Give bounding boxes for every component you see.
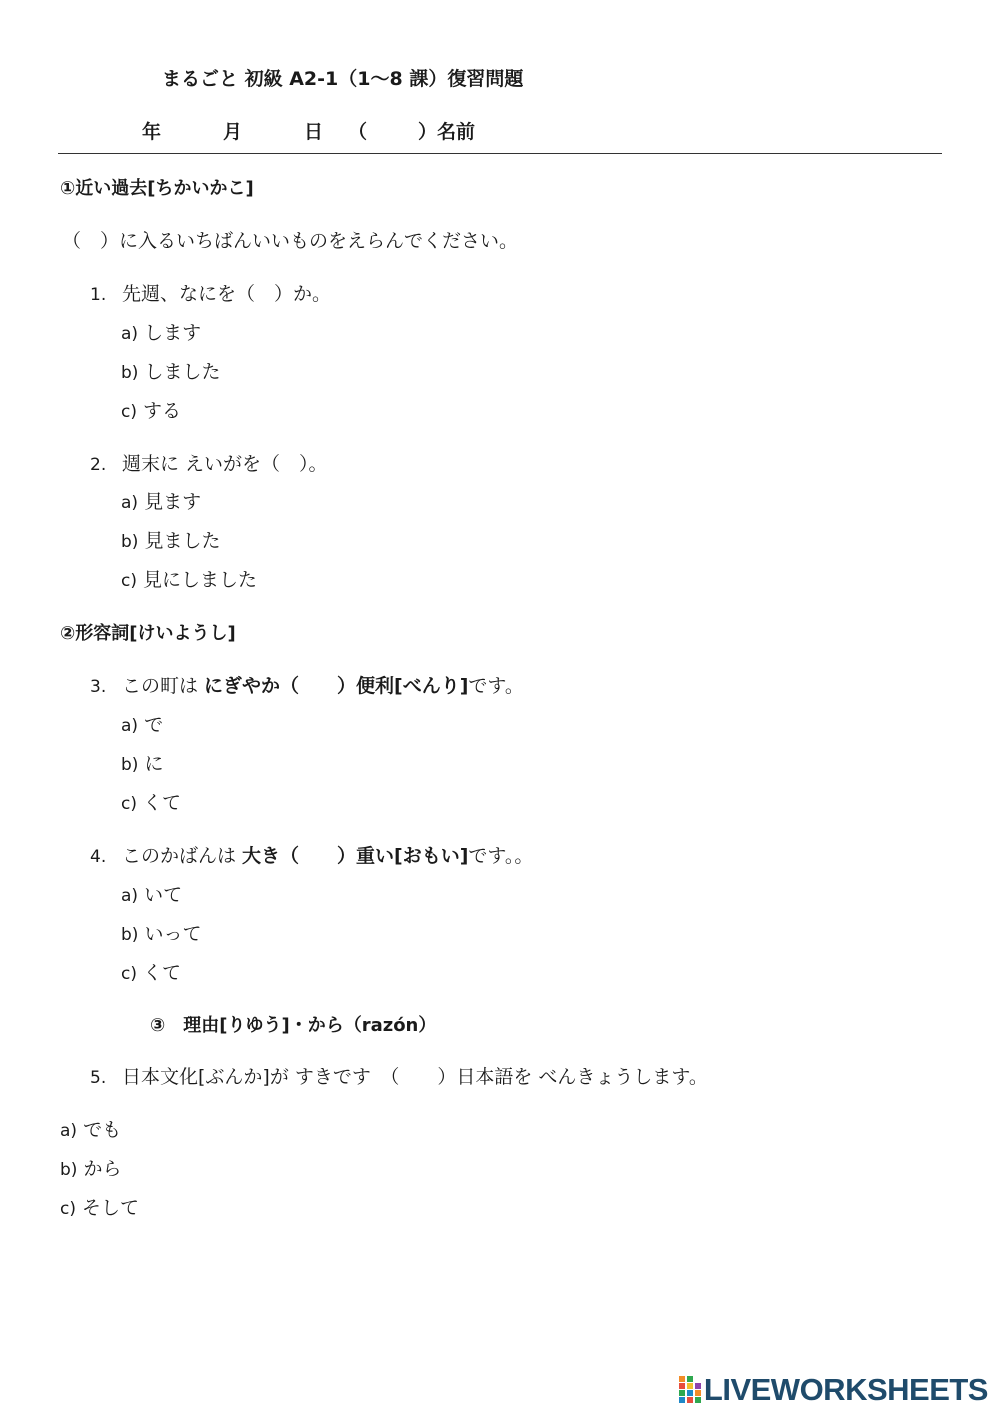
option-text: 見ます — [138, 491, 202, 513]
option-text: に — [138, 753, 164, 775]
option-text: 見にしました — [136, 569, 258, 591]
option-text: で — [138, 714, 164, 736]
answer-option[interactable] — [121, 526, 220, 553]
option-letter: c) — [121, 571, 137, 591]
option-text: から — [77, 1158, 122, 1180]
answer-option[interactable] — [121, 749, 163, 776]
answer-option[interactable] — [60, 1193, 139, 1220]
question-text: この町は — [122, 675, 205, 697]
question-bold-text: にぎやか（ ）便利[べんり] — [204, 675, 469, 697]
question-number: 4. — [90, 847, 107, 867]
answer-option[interactable] — [60, 1154, 121, 1181]
logo-wordmark: LIVEWORKSHEETS — [703, 1372, 988, 1407]
option-letter: a) — [121, 716, 139, 736]
month-label: 月 — [223, 121, 243, 143]
question-2 — [90, 449, 328, 476]
answer-option[interactable] — [121, 565, 257, 592]
question-text: 週末に えいがを（ ）。 — [122, 453, 328, 475]
option-letter: b) — [121, 363, 139, 383]
day-label: 日 — [304, 121, 324, 143]
liveworksheets-logo-icon — [679, 1376, 701, 1404]
question-bold-text: 大き（ ）重い[おもい] — [242, 845, 469, 867]
answer-option[interactable] — [121, 919, 201, 946]
question-text-end: です。。 — [468, 845, 534, 867]
option-letter: b) — [121, 755, 139, 775]
option-letter: a) — [121, 493, 139, 513]
question-1 — [90, 279, 331, 306]
option-text: くて — [136, 962, 182, 984]
option-letter: c) — [121, 794, 137, 814]
answer-option[interactable] — [121, 880, 182, 907]
question-text-end: です。 — [468, 675, 524, 697]
option-text: でも — [77, 1119, 122, 1141]
answer-option[interactable] — [121, 958, 181, 985]
answer-option[interactable] — [121, 788, 181, 815]
option-text: くて — [136, 792, 182, 814]
name-paren-open: （ — [348, 121, 368, 143]
question-number: 5. — [90, 1068, 107, 1088]
question-5 — [90, 1062, 708, 1089]
question-number: 2. — [90, 455, 107, 475]
question-3 — [90, 671, 524, 698]
option-text: いって — [138, 923, 202, 945]
question-text: このかばんは — [122, 845, 243, 867]
answer-option[interactable] — [121, 357, 220, 384]
year-label: 年 — [142, 121, 162, 143]
section-heading: ③ 理由[りゆう]・から（razón） — [150, 1015, 437, 1036]
answer-option[interactable] — [121, 318, 201, 345]
worksheet-title: まるごと 初級 A2-1（1〜8 課）復習問題 — [162, 68, 524, 90]
name-label: ）名前 — [418, 121, 476, 143]
option-text: しました — [138, 361, 221, 383]
option-text: する — [136, 400, 182, 422]
option-letter: b) — [121, 532, 139, 552]
section-heading: ②形容詞[けいようし] — [60, 623, 236, 644]
instruction-text: （ ）に入るいちばんいいものをえらんでください。 — [62, 230, 519, 252]
question-4 — [90, 841, 533, 868]
option-text: そして — [75, 1197, 140, 1219]
option-text: 見ました — [138, 530, 221, 552]
option-letter: b) — [60, 1160, 78, 1180]
question-text: 先週、なにを（ ）か。 — [122, 283, 332, 305]
option-letter: c) — [121, 964, 137, 984]
liveworksheets-logo[interactable] — [679, 1372, 988, 1408]
question-text: 日本文化[ぶんか]が すきです （ ）日本語を べんきょうします。 — [122, 1066, 708, 1088]
option-letter: b) — [121, 925, 139, 945]
option-letter: a) — [121, 886, 139, 906]
option-letter: c) — [121, 402, 137, 422]
section-heading: ①近い過去[ちかいかこ] — [60, 178, 254, 199]
answer-option[interactable] — [121, 487, 201, 514]
option-text: いて — [138, 884, 183, 906]
option-letter: c) — [60, 1199, 76, 1219]
header-divider — [58, 153, 942, 154]
question-number: 3. — [90, 677, 107, 697]
option-text: します — [138, 322, 202, 344]
option-letter: a) — [121, 324, 139, 344]
answer-option[interactable] — [121, 396, 181, 423]
option-letter: a) — [60, 1121, 78, 1141]
answer-option[interactable] — [60, 1115, 121, 1142]
question-number: 1. — [90, 285, 107, 305]
answer-option[interactable] — [121, 710, 163, 737]
